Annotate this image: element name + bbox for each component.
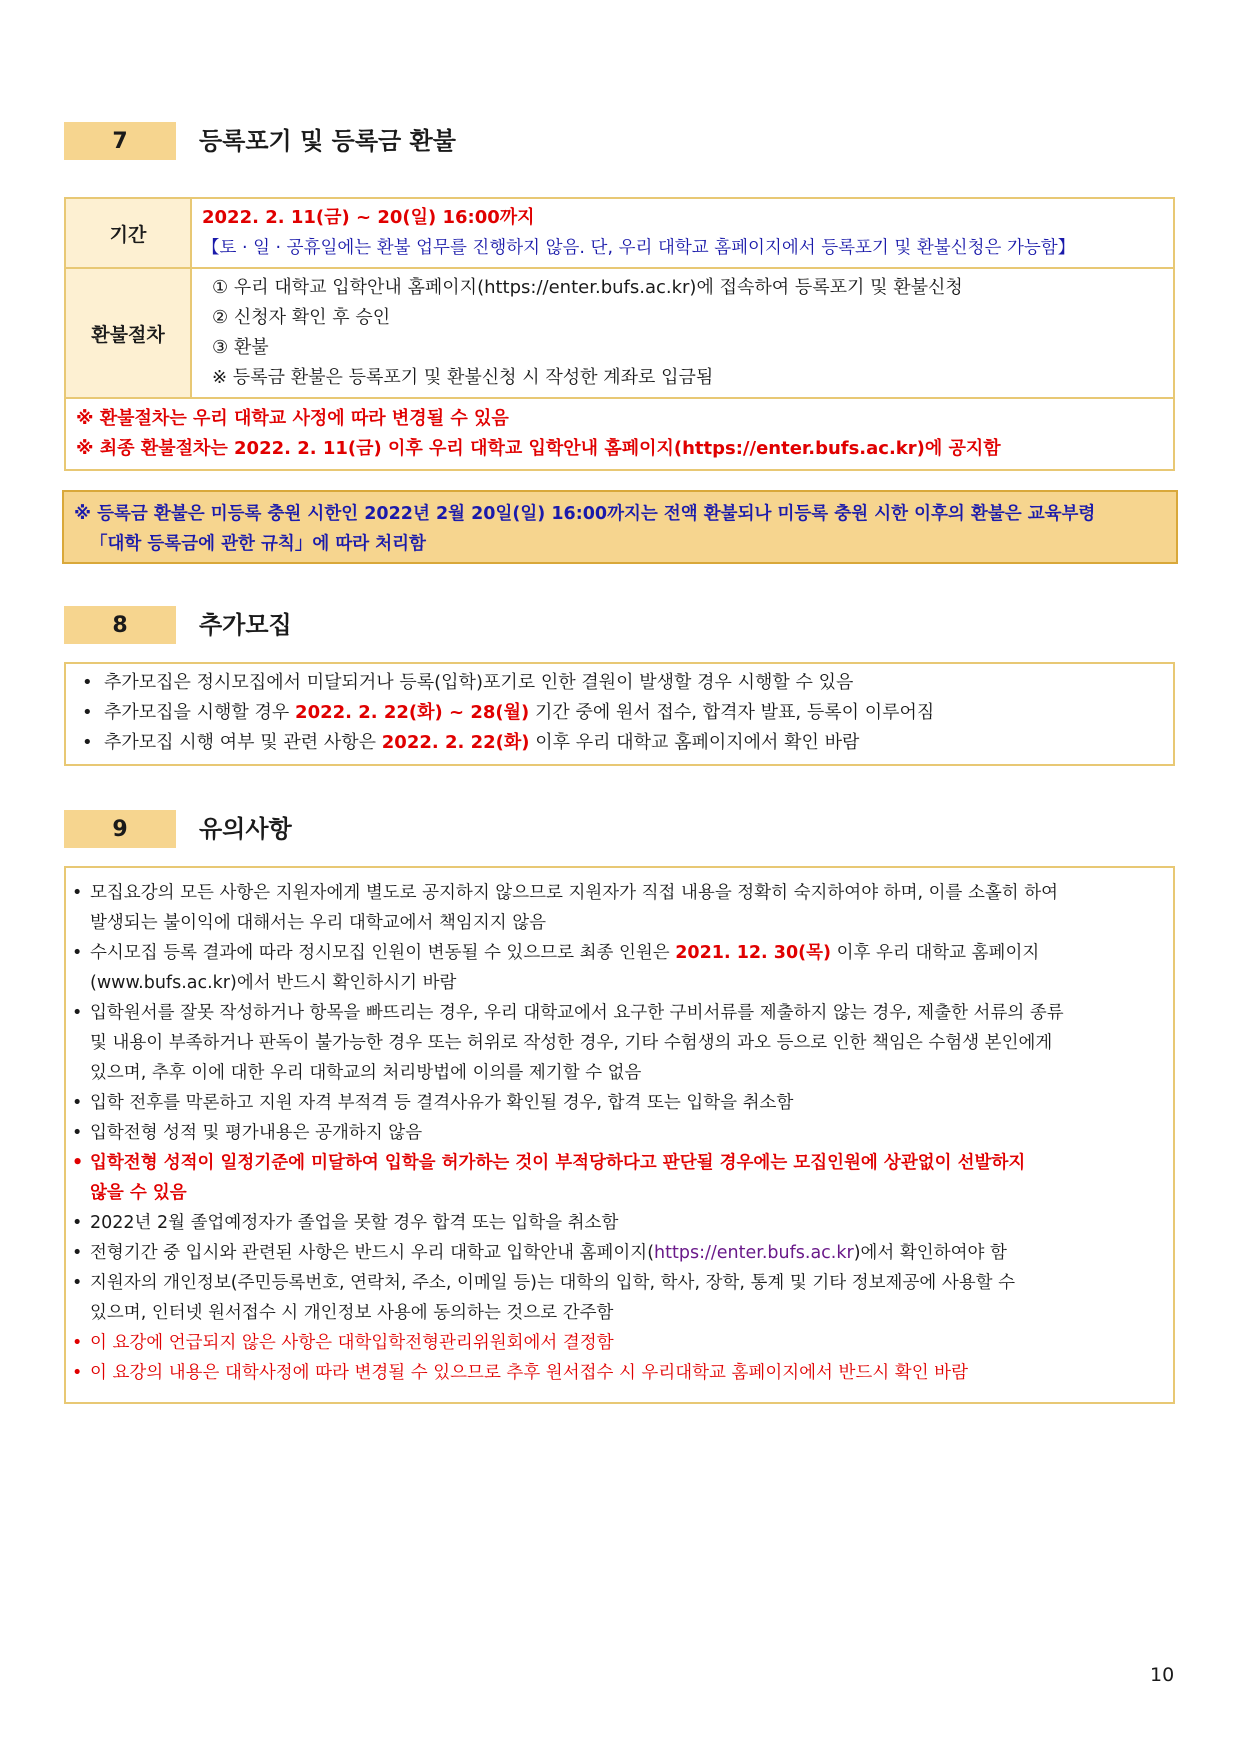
list-item-cont: 및 내용이 부족하거나 판독이 불가능한 경우 또는 허위로 작성한 경우, 기타 수험생의 과오 등으로 인한 책임은 수험생 본인에게 [90,1033,1053,1053]
refund-table [64,197,1175,471]
list-item: • 이 요강의 내용은 대학사정에 따라 변경될 수 있으므로 추후 원서접수 시 우리대학교 홈페이지에서 반드시 확인 바람 [72,1358,968,1388]
list-item: • 추가모집을 시행할 경우 2022. 2. 22(화) ~ 28(월) 기간 중에 원서 접수, 합격자 발표, 등록이 이루어짐 [82,698,934,728]
bullet-icon: • [72,1333,83,1353]
section-title: 등록포기 및 등록금 환불 [199,127,456,155]
list-item: • 입학원서를 잘못 작성하거나 항목을 빠뜨리는 경우, 우리 대학교에서 요구한 구비서류를 제출하지 않는 경우, 제출한 서류의 종류 [72,998,1064,1028]
bullet-icon: • [72,1243,83,1263]
section-8-box [64,662,1175,766]
list-item: • 전형기간 중 입시와 관련된 사항은 반드시 우리 대학교 입학안내 홈페이지(https://enter.bufs.ac.kr)에서 확인하여야 함 [72,1238,1007,1268]
list-item: • 지원자의 개인정보(주민등록번호, 연락처, 주소, 이메일 등)는 대학의 입학, 학사, 장학, 통계 및 기타 정보제공에 사용할 수 [72,1268,1015,1298]
procedure-step: ① 우리 대학교 입학안내 홈페이지(https://enter.bufs.ac.kr)에 접속하여 등록포기 및 환불신청 [212,277,963,298]
list-item: • 입학 전후를 막론하고 지원 자격 부적격 등 결격사유가 확인될 경우, 합격 또는 입학을 취소함 [72,1088,793,1118]
list-item: • 추가모집 시행 여부 및 관련 사항은 2022. 2. 22(화) 이후 우리 대학교 홈페이지에서 확인 바람 [82,728,859,758]
note-line: ※ 환불절차는 우리 대학교 사정에 따라 변경될 수 있음 [76,408,509,429]
section-8-header [64,606,664,644]
section-number: 7 [64,122,176,160]
bullet-icon: • [72,1273,83,1293]
list-item: • 수시모집 등록 결과에 따라 정시모집 인원이 변동될 수 있으므로 최종 인원은 2021. 12. 30(목) 이후 우리 대학교 홈페이지 [72,938,1039,968]
list-item-cont: 않을 수 있음 [90,1183,187,1203]
note-line: ※ 최종 환불절차는 2022. 2. 11(금) 이후 우리 대학교 입학안내 홈페이지(https://enter.bufs.ac.kr)에 공지함 [76,438,1001,459]
bullet-icon: • [72,883,83,903]
procedure-step: ※ 등록금 환불은 등록포기 및 환불신청 시 작성한 계좌로 입금됨 [212,367,714,388]
list-item-cont: 발생되는 불이익에 대해서는 우리 대학교에서 책임지지 않음 [90,913,546,933]
bullet-icon: • [72,1003,83,1023]
refund-highlight-box [62,490,1178,564]
bullet-icon: • [82,702,93,723]
notes-cell [65,398,1174,470]
list-item-cont: 있으며, 인터넷 원서접수 시 개인정보 사용에 동의하는 것으로 간주함 [90,1303,614,1323]
list-item-cont: (www.bufs.ac.kr)에서 반드시 확인하시기 바람 [90,973,457,993]
procedure-cell [191,268,1174,398]
period-cell [191,198,1174,268]
procedure-step: ② 신청자 확인 후 승인 [212,307,391,328]
page-number: 10 [1150,1664,1175,1686]
bullet-icon: • [82,732,93,753]
list-item-cont: 있으며, 추후 이에 대한 우리 대학교의 처리방법에 이의를 제기할 수 없음 [90,1063,642,1083]
procedure-step: ③ 환불 [212,337,269,358]
bullet-icon: • [72,1153,84,1173]
period-dates: 2022. 2. 11(금) ~ 20(일) 16:00까지 [202,207,535,228]
period-label: 기간 [65,198,191,268]
section-title: 추가모집 [199,611,292,639]
list-item: • 모집요강의 모든 사항은 지원자에게 별도로 공지하지 않으므로 지원자가 직접 내용을 정확히 숙지하여야 하며, 이를 소홀히 하여 [72,878,1058,908]
highlight-line: 「대학 등록금에 관한 규칙」에 따라 처리함 [90,534,426,554]
list-item: • 입학전형 성적이 일정기준에 미달하여 입학을 허가하는 것이 부적당하다고 판단될 경우에는 모집인원에 상관없이 선발하지 [72,1148,1025,1178]
procedure-label: 환불절차 [65,268,191,398]
list-item: • 추가모집은 정시모집에서 미달되거나 등록(입학)포기로 인한 결원이 발생할 경우 시행할 수 있음 [82,668,853,698]
section-9-header [64,810,664,848]
bullet-icon: • [72,943,83,963]
section-title: 유의사항 [199,815,292,843]
list-item: • 입학전형 성적 및 평가내용은 공개하지 않음 [72,1118,422,1148]
section-number: 9 [64,810,176,848]
list-item: • 이 요강에 언급되지 않은 사항은 대학입학전형관리위원회에서 결정함 [72,1328,614,1358]
bullet-icon: • [72,1123,83,1143]
highlight-line: ※ 등록금 환불은 미등록 충원 시한인 2022년 2월 20일(일) 16:00까지는 전액 환불되나 미등록 충원 시한 이후의 환불은 교육부령 [74,504,1096,524]
bullet-icon: • [72,1213,83,1233]
section-7-header [64,122,664,160]
period-note: 【토 · 일 · 공휴일에는 환불 업무를 진행하지 않음. 단, 우리 대학교 홈페이지에서 등록포기 및 환불신청은 가능함】 [202,238,1076,258]
bullet-icon: • [82,672,93,693]
section-9-box [64,866,1175,1404]
list-item: • 2022년 2월 졸업예정자가 졸업을 못할 경우 합격 또는 입학을 취소함 [72,1208,618,1238]
bullet-icon: • [72,1093,83,1113]
section-number: 8 [64,606,176,644]
bullet-icon: • [72,1363,83,1383]
